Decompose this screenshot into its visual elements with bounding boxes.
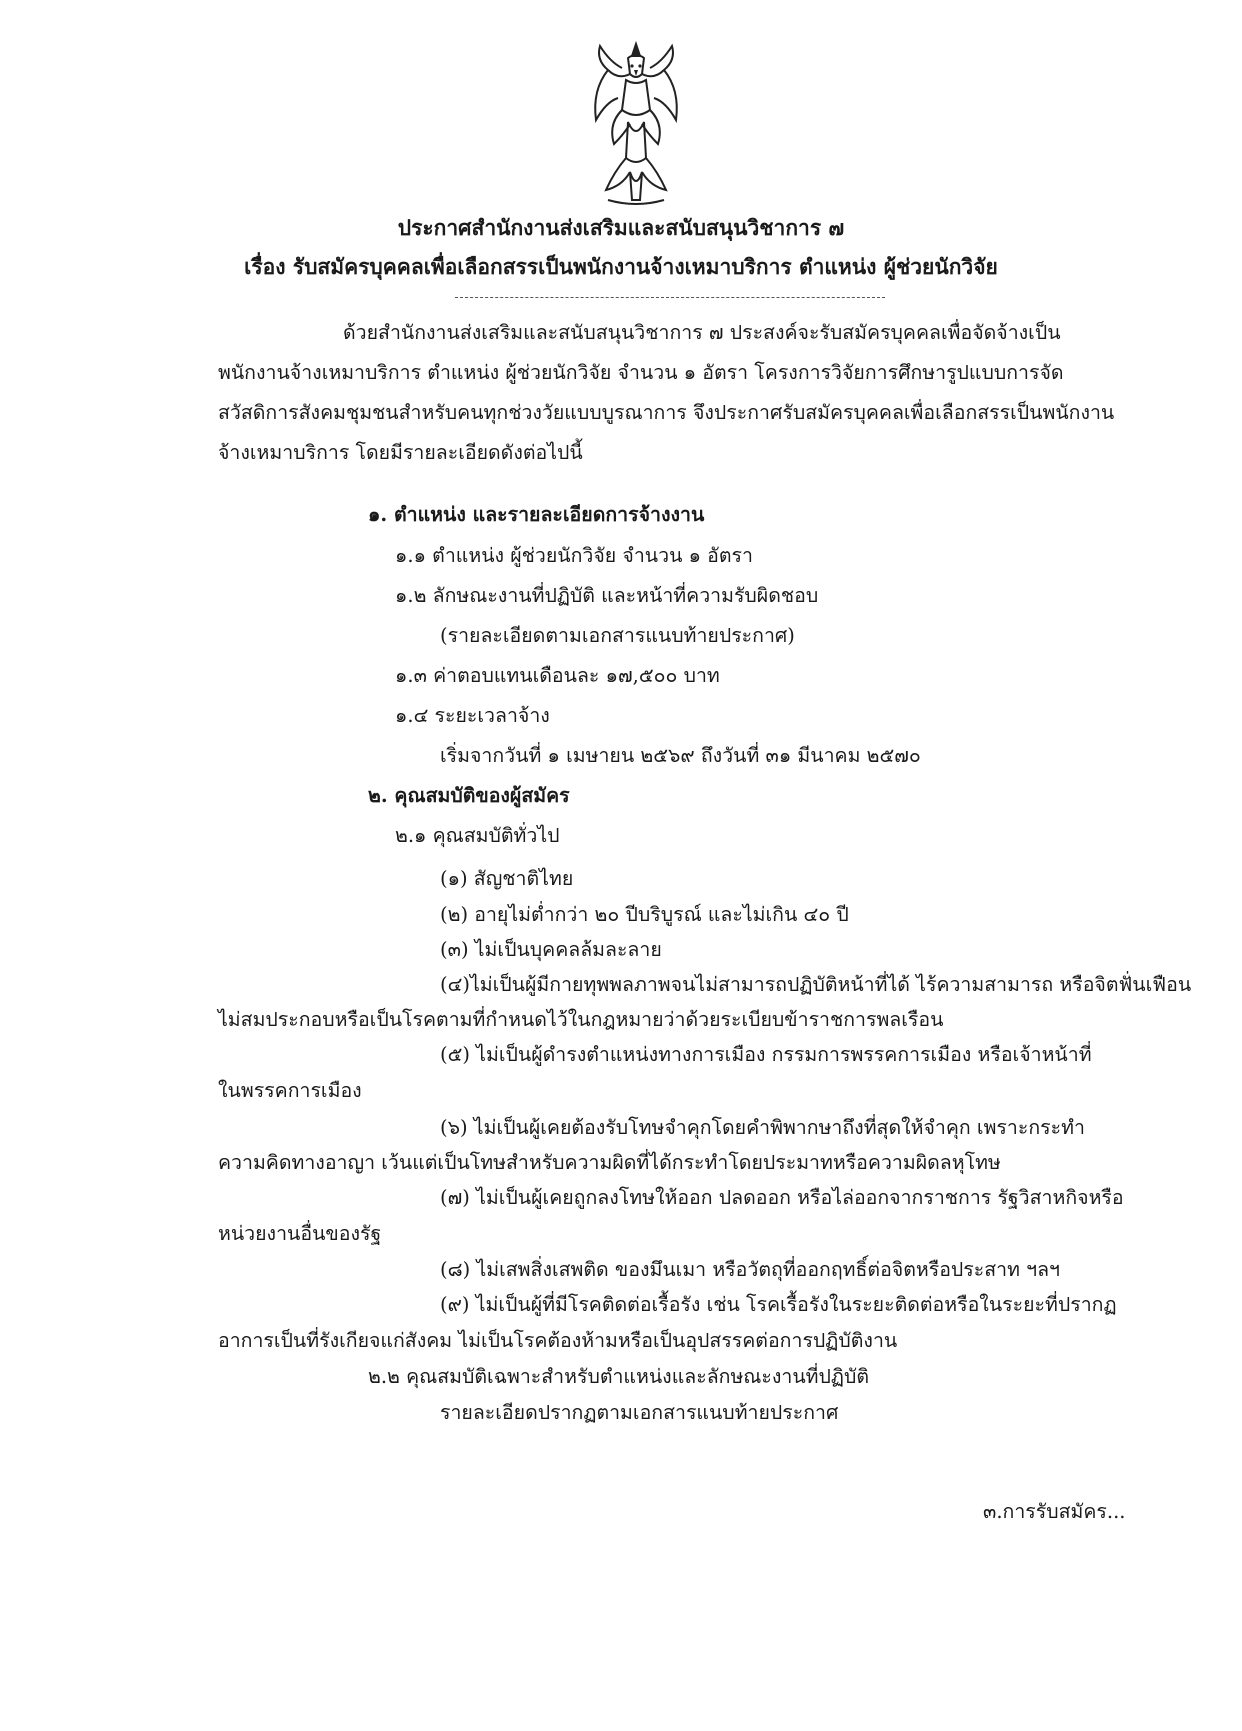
garuda-emblem <box>588 40 684 212</box>
general-qualifications-heading: ๒.๑ คุณสมบัติทั่วไป <box>395 824 560 847</box>
section-1-item: (รายละเอียดตามเอกสารแนบท้ายประกาศ) <box>440 624 795 647</box>
specific-qualifications-detail: รายละเอียดปรากฏตามเอกสารแนบท้ายประกาศ <box>440 1401 839 1424</box>
continuation-note: ๓.การรับสมัคร... <box>983 1500 1126 1523</box>
specific-qualifications-heading: ๒.๒ คุณสมบัติเฉพาะสำหรับตำแหน่งและลักษณะงานที่ปฏิบัติ <box>368 1365 870 1388</box>
section-1-heading: ๑. ตำแหน่ง และรายละเอียดการจ้างงาน <box>368 503 705 526</box>
qualification-line: (๑) สัญชาติไทย <box>440 867 574 890</box>
qualification-line: (๘) ไม่เสพสิ่งเสพติด ของมึนเมา หรือวัตถุที่ออกฤทธิ์ต่อจิตหรือประสาท ฯลฯ <box>440 1258 1061 1281</box>
qualification-line: (๙) ไม่เป็นผู้ที่มีโรคติดต่อเรื้อรัง เช่น โรคเรื้อรังในระยะติดต่อหรือในระยะที่ปรากฏ <box>440 1293 1117 1316</box>
qualification-line: (๔)ไม่เป็นผู้มีกายทุพพลภาพจนไม่สามารถปฏิบัติหน้าที่ได้ ไร้ความสามารถ หรือจิตฟั่นเฟือน <box>440 973 1192 996</box>
section-2-heading: ๒. คุณสมบัติของผู้สมัคร <box>368 784 570 807</box>
qualification-line: ความคิดทางอาญา เว้นแต่เป็นโทษสำหรับความผิดที่ได้กระทำโดยประมาทหรือความผิดลหุโทษ <box>218 1151 1001 1174</box>
section-1-item: ๑.๑ ตำแหน่ง ผู้ช่วยนักวิจัย จำนวน ๑ อัตรา <box>395 544 753 567</box>
qualification-line: ไม่สมประกอบหรือเป็นโรคตามที่กำหนดไว้ในกฎหมายว่าด้วยระเบียบข้าราชการพลเรือน <box>218 1008 944 1031</box>
section-1-item: เริ่มจากวันที่ ๑ เมษายน ๒๕๖๙ ถึงวันที่ ๓๑ มีนาคม ๒๕๗๐ <box>440 744 921 767</box>
section-1-item: ๑.๒ ลักษณะงานที่ปฏิบัติ และหน้าที่ความรับผิดชอบ <box>395 584 819 607</box>
qualification-line: (๕) ไม่เป็นผู้ดำรงตำแหน่งทางการเมือง กรรมการพรรคการเมือง หรือเจ้าหน้าที่ <box>440 1043 1092 1066</box>
qualification-line: อาการเป็นที่รังเกียจแก่สังคม ไม่เป็นโรคต้องห้ามหรือเป็นอุปสรรคต่อการปฏิบัติงาน <box>218 1329 898 1352</box>
intro-line: พนักงานจ้างเหมาบริการ ตำแหน่ง ผู้ช่วยนักวิจัย จำนวน ๑ อัตรา โครงการวิจัยการศึกษารูปแบบการจัด <box>218 361 1064 384</box>
section-1-item: ๑.๔ ระยะเวลาจ้าง <box>395 704 550 727</box>
announcement-title: ประกาศสำนักงานส่งเสริมและสนับสนุนวิชาการ ๗ <box>397 215 845 240</box>
intro-line: สวัสดิการสังคมชุมชนสำหรับคนทุกช่วงวัยแบบบูรณาการ จึงประกาศรับสมัครบุคคลเพื่อเลือกสรรเป็นพนักงาน <box>218 401 1115 424</box>
qualification-line: (๓) ไม่เป็นบุคคลล้มละลาย <box>440 938 662 961</box>
section-1-item: ๑.๓ ค่าตอบแทนเดือนละ ๑๗,๕๐๐ บาท <box>395 664 720 687</box>
qualification-line: (๖) ไม่เป็นผู้เคยต้องรับโทษจำคุกโดยคำพิพากษาถึงที่สุดให้จำคุก เพราะกระทำ <box>440 1116 1085 1139</box>
qualification-line: (๗) ไม่เป็นผู้เคยถูกลงโทษให้ออก ปลดออก หรือไล่ออกจากราชการ รัฐวิสาหกิจหรือ <box>440 1186 1124 1209</box>
title-divider <box>455 297 885 298</box>
announcement-subject: เรื่อง รับสมัครบุคคลเพื่อเลือกสรรเป็นพนักงานจ้างเหมาบริการ ตำแหน่ง ผู้ช่วยนักวิจัย <box>244 254 998 279</box>
intro-line: ด้วยสำนักงานส่งเสริมและสนับสนุนวิชาการ ๗ ประสงค์จะรับสมัครบุคคลเพื่อจัดจ้างเป็น <box>343 321 1061 344</box>
intro-line: จ้างเหมาบริการ โดยมีรายละเอียดดังต่อไปนี้ <box>218 441 583 464</box>
qualification-line: (๒) อายุไม่ต่ำกว่า ๒๐ ปีบริบูรณ์ และไม่เกิน ๔๐ ปี <box>440 903 849 926</box>
qualification-line: ในพรรคการเมือง <box>218 1079 362 1102</box>
qualification-line: หน่วยงานอื่นของรัฐ <box>218 1222 382 1245</box>
